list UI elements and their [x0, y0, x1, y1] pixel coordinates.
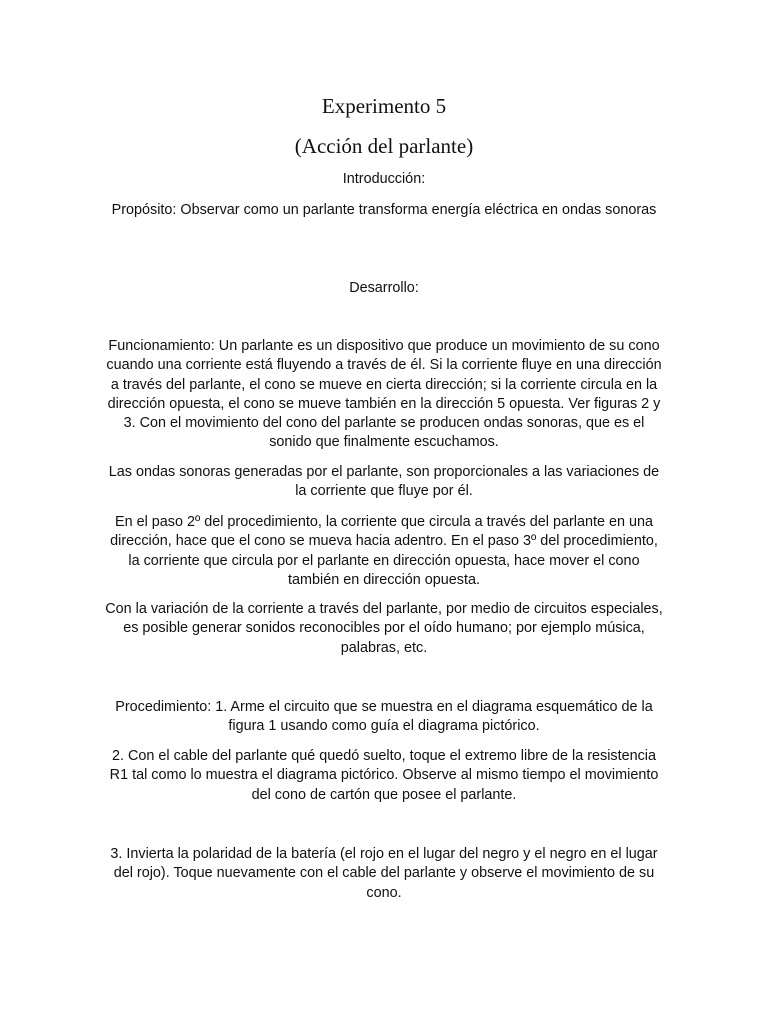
- desarrollo-heading: Desarrollo:: [349, 280, 419, 296]
- ondas-paragraph: Las ondas sonoras generadas por el parlante, son proporcionales a las variaciones de la corriente que fluye por él.: [108, 464, 660, 500]
- variacion-paragraph: Con la variación de la corriente a través del parlante, por medio de circuitos especiales, es posible generar sonidos reconocibles por el oído humano; por ejemplo música, palabras, etc.: [105, 601, 663, 656]
- document-title: Experimento 5: [321, 94, 447, 118]
- procedimiento-2-paragraph: 2. Con el cable del parlante qué quedó suelto, toque el extremo libre de la resistencia R1 tal como lo muestra el diagrama pictórico. Observe al mismo tiempo el movimiento del cono de cartón que posee el parlante.: [109, 748, 659, 803]
- procedimiento-1-paragraph: Procedimiento: 1. Arme el circuito que se muestra en el diagrama esquemático de la figura 1 usando como guía el diagrama pictórico.: [115, 699, 653, 735]
- document-subtitle: (Acción del parlante): [294, 134, 474, 158]
- funcionamiento-paragraph: Funcionamiento: Un parlante es un dispositivo que produce un movimiento de su cono cuando una corriente está fluyendo a través de él. Si la corriente fluye en una dirección a través del parlante, el cono se mueve en cierta dirección; si la corriente circula en la dirección opuesta, el cono se mueve también en la dirección 5 opuesta. Ver figuras 2 y 3. Con el movimiento del cono del parlante se producen ondas sonoras, que es el sonido que finalmente escuchamos.: [106, 338, 662, 451]
- procedimiento-3-paragraph: 3. Invierta la polaridad de la batería (el rojo en el lugar del negro y el negro en el lugar del rojo). Toque nuevamente con el cable del parlante y observe el movimiento de su cono.: [110, 846, 658, 901]
- proposito-paragraph: Propósito: Observar como un parlante transforma energía eléctrica en ondas sonoras: [111, 202, 657, 218]
- paso2-paragraph: En el paso 2º del procedimiento, la corriente que circula a través del parlante en una dirección, hace que el cono se mueva hacia adentro. En el paso 3º del procedimiento, la corriente que circula por el parlante en dirección opuesta, hace mover el cono también en dirección opuesta.: [110, 514, 658, 588]
- introduccion-heading: Introducción:: [342, 171, 426, 187]
